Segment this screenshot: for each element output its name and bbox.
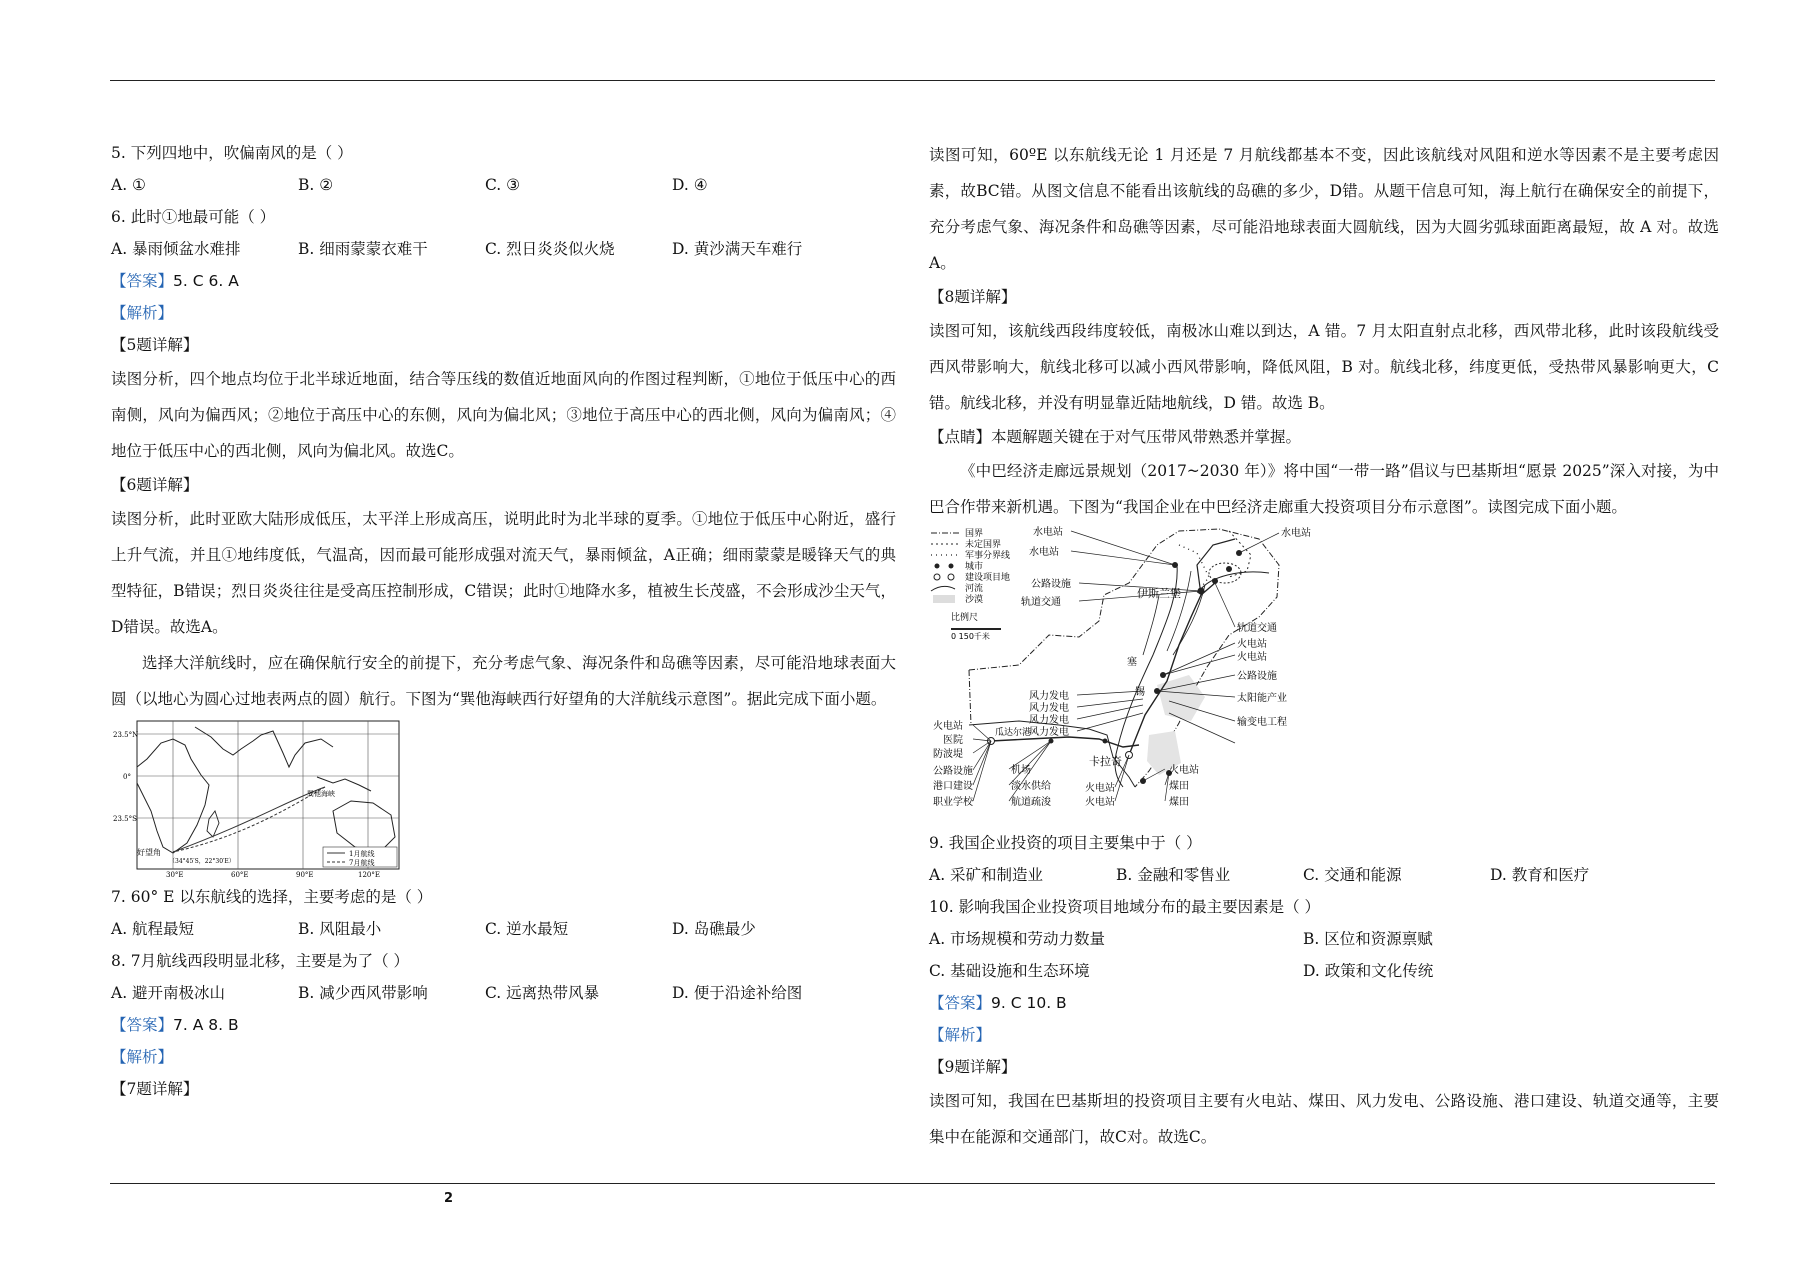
analysis-label: 【解析】 [929, 1026, 992, 1044]
map-label-rail: 轨道交通 [1237, 623, 1277, 634]
answer-value: 9. C 10. B [991, 994, 1067, 1012]
detail9-text: 读图可知，我国在巴基斯坦的投资项目主要有火电站、煤田、风力发电、公路设施、港口建设、轨道交通等，主要集中在能源和交通部门，故C对。故选C。 [929, 1092, 1719, 1146]
q8-option-c: C. 远离热带风暴 [485, 984, 600, 1002]
scale-value: 0 150千米 [951, 632, 990, 641]
map-label-rail: 轨道交通 [1021, 597, 1061, 608]
header-rule [110, 80, 1715, 81]
q10-option-d: D. 政策和文化传统 [1303, 962, 1434, 980]
q8-stem: 8. 7月航线西段明显北移，主要是为了（ ） [111, 952, 410, 970]
lat-label: 23.5°N [113, 731, 139, 739]
lat-label: 0° [123, 773, 131, 781]
q8-options [111, 977, 896, 1009]
map-label-road: 公路设施 [1237, 671, 1277, 682]
q8-option-d: D. 便于沿途补给图 [672, 984, 803, 1002]
answer-block-3 [929, 987, 1719, 1019]
lon-label: 30°E [166, 871, 184, 877]
legend-item: 军事分界线 [965, 551, 1011, 561]
map-label-thermal: 火电站 [1169, 765, 1199, 776]
q5-options [111, 169, 896, 201]
answer-label: 【答案】 [111, 272, 174, 290]
q10-option-b: B. 区位和资源禀赋 [1303, 930, 1433, 948]
answer-block-1 [111, 265, 896, 297]
q9-stem: 9. 我国企业投资的项目主要集中于（ ） [929, 834, 1202, 852]
detail9-title: 【9题详解】 [929, 1058, 1017, 1076]
map-label-breakwater: 防波堤 [933, 749, 963, 760]
legend-item: 城市 [965, 562, 984, 572]
q6-stem: 6. 此时①地最可能（ ） [111, 208, 276, 226]
q5-option-d: D. ④ [672, 176, 708, 194]
map-label-char: 锡 [1135, 687, 1145, 698]
cape-label: 好望角 [137, 848, 161, 857]
legend-item: 未定国界 [965, 540, 1002, 550]
map-label-school: 职业学校 [933, 797, 973, 808]
left-column [111, 137, 896, 1105]
detail7-text: 读图可知，60ºE 以东航线无论 1 月还是 7 月航线都基本不变，因此该航线对风阻和逆水等因素不是主要考虑因素，故BC错。从图文信息不能看出该航线的岛礁的多少，D错。从题干信息可知，海上航行在确保安全的前提下，充分考虑气象、海况条件和岛礁等因素，尽可能沿地球表面大圆航线，因为大圆劣弧球面距离最短，故 A 对。故选 A。 [929, 146, 1719, 272]
map-label-thermal: 火电站 [1237, 652, 1267, 663]
answer-value: 5. C 6. A [173, 272, 239, 290]
q6-option-b: B. 细雨蒙蒙衣难干 [298, 240, 428, 258]
map-label-gwadar: 瓜达尔港 [995, 728, 1032, 738]
q10-option-a: A. 市场规模和劳动力数量 [929, 930, 1106, 948]
map-label-road: 公路设施 [933, 766, 973, 777]
map-label-wind: 风力发电 [1029, 703, 1069, 714]
map-label-dredging: 航道疏浚 [1011, 797, 1051, 808]
footer-rule [110, 1183, 1715, 1184]
map-label-road: 公路设施 [1031, 579, 1071, 590]
q10-stem: 10. 影响我国企业投资项目地域分布的最主要因素是（ ） [929, 898, 1321, 916]
map-label-coal: 煤田 [1169, 781, 1189, 792]
map-label-power-grid: 输变电工程 [1237, 717, 1287, 728]
map-label-airport: 机场 [1011, 765, 1031, 776]
legend-item: 建设项目地 [965, 573, 1011, 583]
q5-option-a: A. ① [111, 176, 146, 194]
q9-option-d: D. 教育和医疗 [1490, 866, 1590, 884]
map-label-thermal: 火电站 [1237, 639, 1267, 650]
q7-stem: 7. 60° E 以东航线的选择，主要考虑的是（ ） [111, 888, 433, 906]
q6-option-a: A. 暴雨倾盆水难排 [111, 240, 241, 258]
q10-option-c: C. 基础设施和生态环境 [929, 962, 1090, 980]
map-label-coal: 煤田 [1169, 797, 1189, 808]
q6-option-c: C. 烈日炎炎似火烧 [485, 240, 615, 258]
ocean-route-map [111, 719, 401, 877]
legend-jul: 7月航线 [349, 859, 375, 867]
legend-item: 国界 [965, 529, 984, 539]
q5-option-c: C. ③ [485, 176, 521, 194]
map-label-hydro: 水电站 [1029, 547, 1059, 558]
q6-option-d: D. 黄沙满天车难行 [672, 240, 803, 258]
answer-label: 【答案】 [929, 994, 992, 1012]
q7-option-b: B. 风阻最小 [298, 920, 382, 938]
lon-label: 120°E [358, 871, 380, 877]
map-label-thermal: 火电站 [1085, 783, 1115, 794]
analysis-label: 【解析】 [111, 1048, 174, 1066]
q6-options [111, 233, 896, 265]
map-label-port: 港口建设 [933, 781, 973, 792]
q7-options [111, 913, 896, 945]
cape-coord: （34°45′S，22°30′E） [169, 858, 235, 865]
detail6-text: 读图分析，此时亚欧大陆形成低压，太平洋上形成高压，说明此时为北半球的夏季。①地位于低压中心附近，盛行上升气流，并且①地纬度低，气温高，因而最可能形成强对流天气，暴雨倾盆，A正确；细雨蒙蒙是暖锋天气的典型特征，B错误；烈日炎炎往往是受高压控制形成，C错误；此时①地降水多，植被生长茂盛，不会形成沙尘天气，D错误。故选A。 [111, 510, 896, 636]
detail7-title: 【7题详解】 [111, 1080, 199, 1098]
q10-options-row-2 [929, 955, 1719, 987]
detail5-title: 【5题详解】 [111, 336, 199, 354]
detail8-text: 读图可知，该航线西段纬度较低，南极冰山难以到达，A 错。7 月太阳直射点北移，西风带北移，此时该段航线受西风带影响大，航线北移可以减小西风带影响，降低风阻，B 对。航线北移，纬度更低，受热带风暴影响更大，C 错。航线北移，并没有明显靠近陆地航线，D 错。故选 B。 [929, 322, 1719, 412]
scale-label: 比例尺 [951, 613, 979, 623]
detail6-title: 【6题详解】 [111, 476, 199, 494]
map-label-hospital: 医院 [943, 735, 963, 746]
map-label-islamabad: 伊斯兰堡 [1137, 587, 1181, 600]
q9-options [929, 859, 1719, 891]
q7-option-a: A. 航程最短 [111, 920, 195, 938]
cpec-project-map [929, 525, 1349, 825]
q7-option-d: D. 岛礁最少 [672, 920, 756, 938]
answer-value: 7. A 8. B [173, 1016, 239, 1034]
q9-option-a: A. 采矿和制造业 [929, 866, 1044, 884]
lon-label: 60°E [231, 871, 249, 877]
right-column [929, 137, 1719, 1155]
q9-option-c: C. 交通和能源 [1303, 866, 1402, 884]
answer-label: 【答案】 [111, 1016, 174, 1034]
lat-label: 23.5°S [113, 815, 137, 823]
map-label-thermal: 火电站 [1085, 797, 1115, 808]
map-label-char: 塞 [1127, 657, 1137, 668]
q7-option-c: C. 逆水最短 [485, 920, 569, 938]
tip-text: 【点睛】本题解题关键在于对气压带风带熟悉并掌握。 [929, 428, 1302, 446]
page-number: 2 [444, 1191, 454, 1206]
detail8-title: 【8题详解】 [929, 288, 1017, 306]
analysis-label: 【解析】 [111, 304, 174, 322]
map-label-hydro: 水电站 [1033, 527, 1063, 538]
map-label-hydro: 水电站 [1281, 528, 1311, 539]
strait-label: 巽他海峡 [307, 790, 335, 798]
map-label-wind: 风力发电 [1029, 715, 1069, 726]
answer-block-2 [111, 1009, 896, 1041]
map-label-water: 淡水供给 [1011, 781, 1051, 792]
legend-item: 沙漠 [965, 595, 984, 605]
q8-option-a: A. 避开南极冰山 [111, 984, 226, 1002]
lon-label: 90°E [296, 871, 314, 877]
q5-stem: 5. 下列四地中，吹偏南风的是（ ） [111, 144, 353, 162]
map-label-karachi: 卡拉奇 [1089, 755, 1122, 768]
map-label-thermal: 火电站 [933, 721, 963, 732]
detail5-text: 读图分析，四个地点均位于北半球近地面，结合等压线的数值近地面风向的作图过程判断，①地位于低压中心的西南侧，风向为偏西风；②地位于高压中心的东侧，风向为偏北风；③地位于高压中心的西北侧，风向为偏南风；④地位于低压中心的西北侧，风向为偏北风。故选C。 [111, 370, 896, 460]
intro-passage-2: 选择大洋航线时，应在确保航行安全的前提下，充分考虑气象、海况条件和岛礁等因素，尽可能沿地球表面大圆（以地心为圆心过地表两点的圆）航行。下图为“巽他海峡西行好望角的大洋航线示意图”。据此完成下面小题。 [111, 654, 896, 708]
q5-option-b: B. ② [298, 176, 334, 194]
legend-item: 河流 [965, 584, 984, 594]
q9-option-b: B. 金融和零售业 [1116, 866, 1231, 884]
map-label-solar: 太阳能产业 [1237, 693, 1287, 704]
q8-option-b: B. 减少西风带影响 [298, 984, 428, 1002]
intro-passage-3: 《中巴经济走廊远景规划（2017~2030 年）》将中国“一带一路”倡议与巴基斯坦“愿景 2025”深入对接，为中巴合作带来新机遇。下图为“我国企业在中巴经济走廊重大投资项目分布示意图”。读图完成下面小题。 [929, 462, 1719, 516]
q10-options-row-1 [929, 923, 1719, 955]
legend-jan: 1月航线 [349, 850, 375, 858]
map-label-wind: 风力发电 [1029, 691, 1069, 702]
map-label-wind: 风力发电 [1029, 727, 1069, 738]
